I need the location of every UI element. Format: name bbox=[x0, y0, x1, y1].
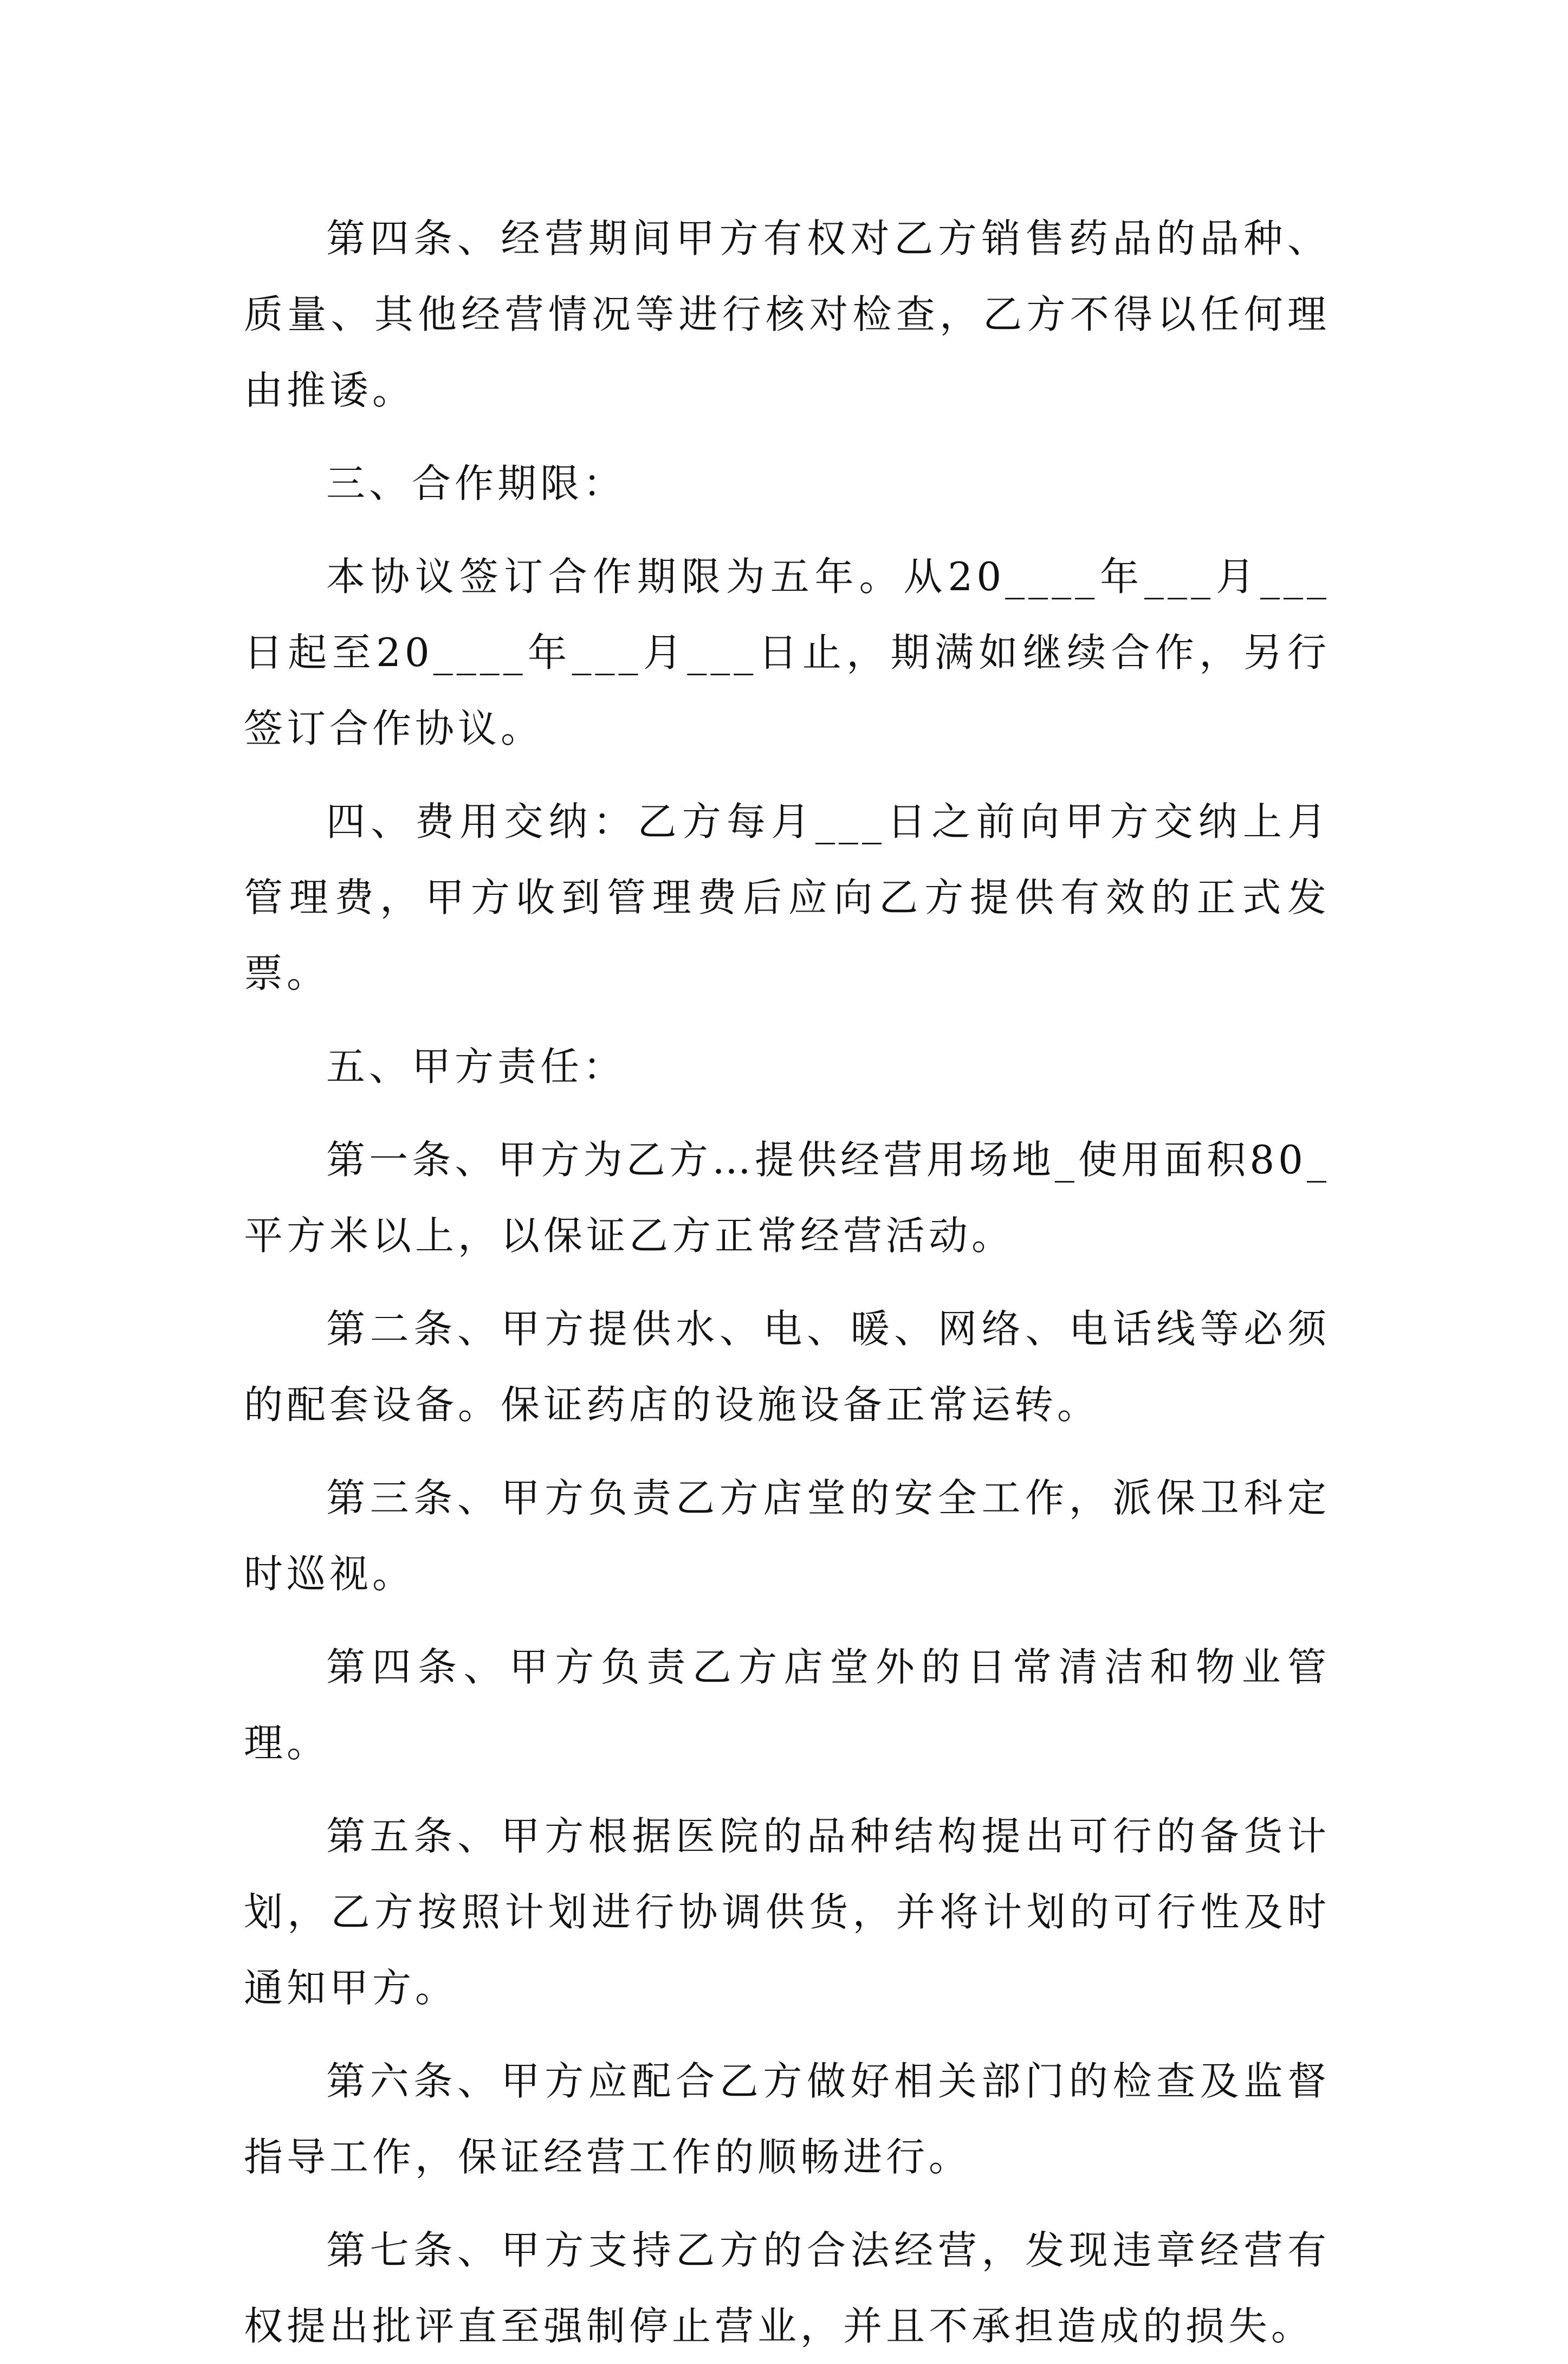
paragraph-article-5-stock-plan: 第五条、甲方根据医院的品种结构提出可行的备货计划，乙方按照计划进行协调供货，并将计划的可行性及时通知甲方。 bbox=[244, 1813, 1330, 2011]
paragraph-article-4-inspection: 第四条、经营期间甲方有权对乙方销售药品的品种、质量、其他经营情况等进行核对检查，乙方不得以任何理由推诿。 bbox=[244, 216, 1330, 413]
paragraph-article-1-premises: 第一条、甲方为乙方…提供经营用场地_使用面积80_平方米以上，以保证乙方正常经营活动。 bbox=[244, 1137, 1330, 1258]
paragraph-term-dates: 本协议签订合作期限为五年。从20____年___月___日起至20____年___月___日止，期满如继续合作，另行签订合作协议。 bbox=[244, 554, 1330, 751]
heading-cooperation-term: 三、合作期限： bbox=[326, 461, 626, 506]
document-body bbox=[244, 201, 1330, 2364]
heading-party-a-responsibilities: 五、甲方责任： bbox=[326, 1044, 626, 1089]
paragraph-article-6-cooperation: 第六条、甲方应配合乙方做好相关部门的检查及监督指导工作，保证经营工作的顺畅进行。 bbox=[244, 2058, 1330, 2180]
paragraph-fee-payment: 四、费用交纳：乙方每月___日之前向甲方交纳上月管理费，甲方收到管理费后应向乙方提供有效的正式发票。 bbox=[244, 799, 1330, 996]
paragraph-article-7-legal-operation: 第七条、甲方支持乙方的合法经营，发现违章经营有权提出批评直至强制停止营业，并且不承担造成的损失。 bbox=[244, 2227, 1330, 2349]
paragraph-article-4-cleaning: 第四条、甲方负责乙方店堂外的日常清洁和物业管理。 bbox=[244, 1644, 1330, 1766]
paragraph-article-2-utilities: 第二条、甲方提供水、电、暖、网络、电话线等必须的配套设备。保证药店的设施设备正常运转。 bbox=[244, 1306, 1330, 1428]
paragraph-article-3-security: 第三条、甲方负责乙方店堂的安全工作，派保卫科定时巡视。 bbox=[244, 1475, 1330, 1597]
